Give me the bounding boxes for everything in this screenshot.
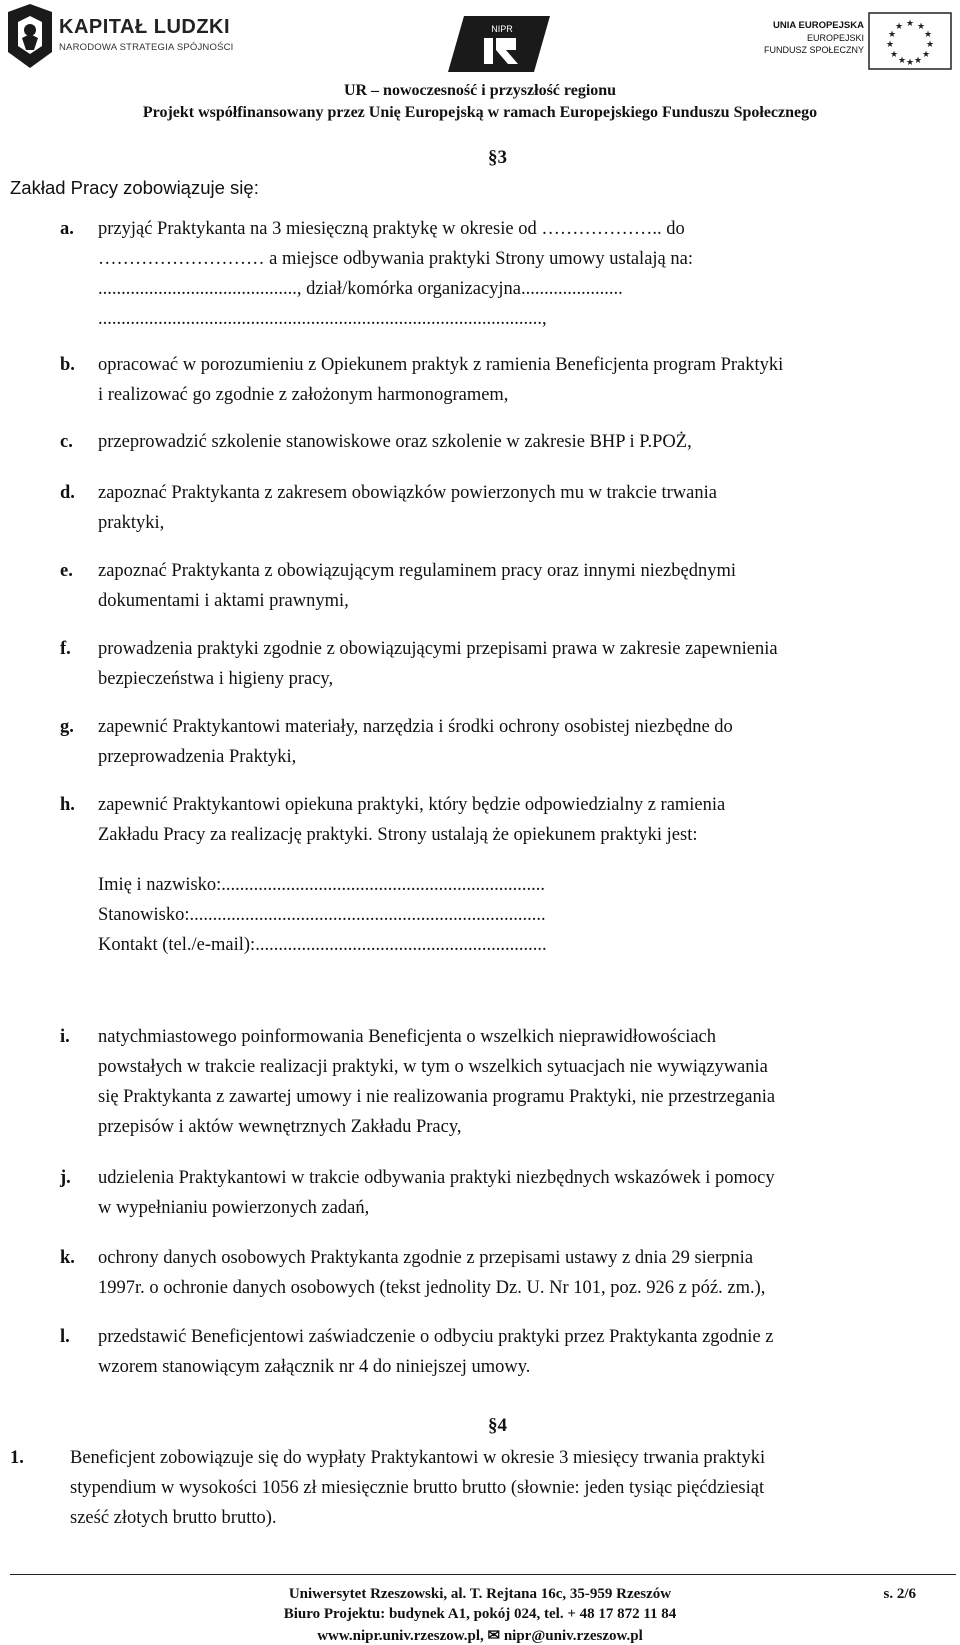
list-item-line: ……………………… a miejsce odbywania praktyki Strony umowy ustalają na: [98,249,693,269]
list-item-line: dokumentami i aktami prawnymi, [98,591,349,611]
header-title: UR – nowoczesność i przyszłość regionu [343,82,617,99]
list-item-label: j. [60,1168,71,1188]
list-item-line: stypendium w wysokości 1056 zł miesięcznie brutto brutto (słownie: jeden tysiąc pięćdziesiąt [70,1478,765,1498]
caretaker-position-field: Stanowisko:............................................................................. [98,905,546,925]
list-item-line: bezpieczeństwa i higieny pracy, [98,669,334,689]
list-item-label: k. [60,1248,75,1268]
list-item-label: c. [60,432,73,452]
list-item-line: zapoznać Praktykanta z zakresem obowiązków powierzonych mu w trakcie trwania [98,483,717,503]
kapital-ludzki-emblem-icon [4,2,56,70]
list-item-line: powstałych w trakcie realizacji praktyki, w tym o wszelkich sytuacjach nie wywiązywania [98,1057,768,1077]
svg-text:★: ★ [913,56,923,66]
list-item-label: h. [60,795,75,815]
list-item-label: 1. [10,1448,24,1468]
list-item-line: opracować w porozumieniu z Opiekunem praktyk z ramienia Beneficjenta program Praktyki [98,355,784,375]
header-subtitle: Projekt współfinansowany przez Unię Europejską w ramach Europejskiego Funduszu Społecznego [142,104,818,121]
list-item-line: prowadzenia praktyki zgodnie z obowiązującymi przepisami prawa w zakresie zapewnienia [98,639,778,659]
footer-address: Uniwersytet Rzeszowski, al. T. Rejtana 16c, 35-959 Rzeszów [288,1586,672,1602]
svg-text:★: ★ [905,19,915,29]
section-3-heading: §3 [488,147,507,168]
list-item-label: i. [60,1027,70,1047]
list-item-label: e. [60,561,73,581]
list-item-label: b. [60,355,75,375]
kapital-ludzki-logo [4,2,264,74]
logo-left-subtitle: NARODOWA STRATEGIA SPÓJNOŚCI [59,42,234,53]
list-item-line: w wypełnianiu powierzonych zadań, [98,1198,370,1218]
list-item-line: udzielenia Praktykantowi w trakcie odbywania praktyki niezbędnych wskazówek i pomocy [98,1168,775,1188]
svg-text:★: ★ [897,56,907,66]
list-item-label: g. [60,717,74,737]
list-item-label: a. [60,219,74,239]
list-item-line: się Praktykanta z zawartej umowy i nie realizowania programu Praktyki, nie przestrzegania [98,1087,776,1107]
svg-text:★: ★ [887,30,897,40]
list-item-line: ochrony danych osobowych Praktykanta zgodnie z przepisami ustawy z dnia 29 sierpnia [98,1248,754,1268]
svg-text:★: ★ [925,40,935,50]
svg-text:★: ★ [889,50,899,60]
section-4-heading: §4 [488,1415,507,1436]
svg-text:★: ★ [894,22,904,32]
eu-logo-line2: EUROPEJSKI [806,33,864,43]
list-item-a [60,214,956,334]
eu-logo [763,12,956,76]
eu-logo-line1: UNIA EUROPEJSKA [773,20,864,31]
nipr-logo [444,12,554,76]
svg-text:★: ★ [921,50,931,60]
nipr-emblem-icon [444,12,554,76]
list-item-line: przedstawić Beneficjentowi zaświadczenie o odbyciu praktyki przez Praktykanta zgodnie z [98,1327,774,1347]
list-item-line: zapewnić Praktykantowi opiekuna praktyki, który będzie odpowiedzialny z ramienia [98,795,726,815]
list-item-label: f. [60,639,71,659]
page-number: s. 2/6 [883,1586,916,1602]
list-item-line: wzorem stanowiącym załącznik nr 4 do niniejszej umowy. [98,1357,531,1377]
section-3-intro: Zakład Pracy zobowiązuje się: [10,177,259,198]
list-item-line: i realizować go zgodnie z założonym harmonogramem, [98,385,509,405]
footer-divider [10,1574,956,1575]
list-item-line: zapewnić Praktykantowi materiały, narzędzia i środki ochrony osobistej niezbędne do [98,717,733,737]
nipr-logo-text: NIPR [491,24,513,34]
svg-text:★: ★ [885,40,895,50]
list-item-label: l. [60,1327,70,1347]
list-item-line: 1997r. o ochronie danych osobowych (tekst jednolity Dz. U. Nr 101, poz. 926 z póź. zm.), [98,1278,766,1298]
list-item-line: sześć złotych brutto brutto). [70,1508,277,1528]
eu-logo-line3: FUNDUSZ SPOŁECZNY [763,45,864,55]
list-item-line: praktyki, [98,513,165,533]
list-item-line: przeprowadzenia Praktyki, [98,747,297,767]
footer-office: Biuro Projektu: budynek A1, pokój 024, tel. + 48 17 872 11 84 [283,1606,677,1622]
list-item-label: d. [60,483,75,503]
svg-text:★: ★ [923,30,933,40]
list-item-line: przeprowadzić szkolenie stanowiskowe oraz szkolenie w zakresie BHP i P.POŻ, [98,432,692,452]
caretaker-name-field: Imię i nazwisko:...................................................................... [98,875,546,895]
list-item-line: przepisów i aktów wewnętrznych Zakładu Pracy, [98,1117,462,1137]
svg-text:★: ★ [905,58,915,68]
list-item-line: Beneficjent zobowiązuje się do wypłaty Praktykantowi w okresie 3 miesięcy trwania praktyki [70,1448,766,1468]
list-item-line: natychmiastowego poinformowania Beneficjenta o wszelkich nieprawidłowościach [98,1027,717,1047]
svg-text:★: ★ [916,22,926,32]
list-item-line: zapoznać Praktykanta z obowiązującym regulaminem pracy oraz innymi niezbędnymi [98,561,736,581]
list-item-line: przyjąć Praktykanta na 3 miesięczną praktykę w okresie od ……………….. do [98,219,685,239]
list-item-line: ..........................................., dział/komórka organizacyjna...................... [98,279,623,299]
list-item-line: ................................................................................................, [98,309,547,329]
footer-contact: www.nipr.univ.rzeszow.pl, ✉ nipr@univ.rzeszow.pl [317,1628,643,1644]
eu-flag-icon [868,12,952,70]
caretaker-contact-field: Kontakt (tel./e-mail):............................................................... [98,935,547,955]
logo-left-title: KAPITAŁ LUDZKI [59,16,231,38]
list-item-line: Zakładu Pracy za realizację praktyki. Strony ustalają że opiekunem praktyki jest: [98,825,698,845]
